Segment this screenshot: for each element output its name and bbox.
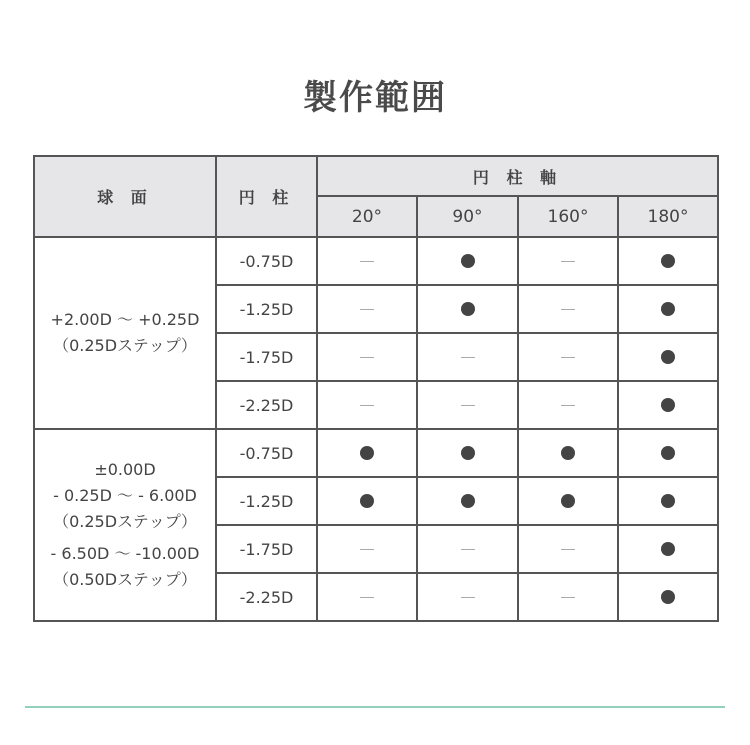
- sphere-range-line: - 0.25D ～ - 6.00D: [53, 486, 197, 505]
- axis-availability-cell: [618, 429, 718, 477]
- axis-availability-cell: [518, 525, 618, 573]
- axis-availability-cell: [317, 573, 417, 621]
- cylinder-value: -1.75D: [216, 333, 317, 381]
- axis-availability-cell: [317, 333, 417, 381]
- unavailable-dash-icon: [461, 549, 475, 550]
- axis-availability-cell: [317, 477, 417, 525]
- axis-availability-cell: [317, 429, 417, 477]
- unavailable-dash-icon: [360, 309, 374, 310]
- sphere-range-line: - 6.50D ～ -10.00D: [50, 544, 200, 563]
- available-dot-icon: [461, 254, 475, 268]
- axis-availability-cell: [618, 525, 718, 573]
- axis-availability-cell: [417, 429, 518, 477]
- available-dot-icon: [661, 494, 675, 508]
- header-sphere: 球 面: [34, 156, 216, 237]
- axis-availability-cell: [518, 285, 618, 333]
- cylinder-value: -1.25D: [216, 477, 317, 525]
- axis-availability-cell: [417, 477, 518, 525]
- page-title: 製作範囲: [303, 78, 447, 118]
- available-dot-icon: [661, 542, 675, 556]
- axis-availability-cell: [417, 525, 518, 573]
- divider-rule: [25, 706, 725, 708]
- available-dot-icon: [360, 494, 374, 508]
- unavailable-dash-icon: [561, 405, 575, 406]
- axis-availability-cell: [417, 573, 518, 621]
- sphere-range-line: ±0.00D: [94, 460, 156, 479]
- axis-availability-cell: [317, 381, 417, 429]
- unavailable-dash-icon: [461, 357, 475, 358]
- sphere-range-line: （0.25Dステップ）: [53, 512, 197, 531]
- sphere-range-line: （0.25Dステップ）: [53, 336, 197, 355]
- axis-availability-cell: [417, 285, 518, 333]
- production-range-table: [33, 155, 719, 622]
- available-dot-icon: [661, 446, 675, 460]
- available-dot-icon: [461, 446, 475, 460]
- available-dot-icon: [561, 446, 575, 460]
- header-axis-180: 180°: [618, 196, 718, 237]
- sphere-range-cell: [34, 429, 216, 621]
- axis-availability-cell: [518, 237, 618, 285]
- axis-availability-cell: [417, 237, 518, 285]
- available-dot-icon: [561, 494, 575, 508]
- axis-availability-cell: [518, 573, 618, 621]
- axis-availability-cell: [518, 429, 618, 477]
- axis-availability-cell: [618, 381, 718, 429]
- cylinder-value: -1.75D: [216, 525, 317, 573]
- table-row: [34, 429, 718, 477]
- unavailable-dash-icon: [561, 549, 575, 550]
- sphere-range-line: +2.00D ～ +0.25D: [50, 310, 200, 329]
- cylinder-value: -1.25D: [216, 285, 317, 333]
- available-dot-icon: [661, 590, 675, 604]
- available-dot-icon: [461, 302, 475, 316]
- axis-availability-cell: [317, 285, 417, 333]
- sphere-range-cell: [34, 237, 216, 429]
- axis-availability-cell: [618, 333, 718, 381]
- cylinder-value: -2.25D: [216, 573, 317, 621]
- unavailable-dash-icon: [561, 261, 575, 262]
- axis-availability-cell: [317, 237, 417, 285]
- axis-availability-cell: [417, 381, 518, 429]
- table-row: [34, 237, 718, 285]
- available-dot-icon: [661, 254, 675, 268]
- axis-availability-cell: [618, 237, 718, 285]
- unavailable-dash-icon: [360, 357, 374, 358]
- unavailable-dash-icon: [461, 597, 475, 598]
- unavailable-dash-icon: [461, 405, 475, 406]
- unavailable-dash-icon: [561, 309, 575, 310]
- axis-availability-cell: [618, 285, 718, 333]
- unavailable-dash-icon: [360, 405, 374, 406]
- unavailable-dash-icon: [360, 549, 374, 550]
- axis-availability-cell: [518, 477, 618, 525]
- cylinder-value: -2.25D: [216, 381, 317, 429]
- axis-availability-cell: [317, 525, 417, 573]
- header-axis: 円 柱 軸: [317, 156, 718, 196]
- header-axis-160: 160°: [518, 196, 618, 237]
- unavailable-dash-icon: [561, 357, 575, 358]
- cylinder-value: -0.75D: [216, 237, 317, 285]
- header-cylinder: 円 柱: [216, 156, 317, 237]
- available-dot-icon: [360, 446, 374, 460]
- axis-availability-cell: [618, 573, 718, 621]
- axis-availability-cell: [518, 333, 618, 381]
- header-axis-90: 90°: [417, 196, 518, 237]
- available-dot-icon: [661, 350, 675, 364]
- axis-availability-cell: [618, 477, 718, 525]
- unavailable-dash-icon: [360, 261, 374, 262]
- axis-availability-cell: [518, 381, 618, 429]
- available-dot-icon: [461, 494, 475, 508]
- unavailable-dash-icon: [360, 597, 374, 598]
- unavailable-dash-icon: [561, 597, 575, 598]
- available-dot-icon: [661, 398, 675, 412]
- sphere-range-line: （0.50Dステップ）: [53, 570, 197, 589]
- header-axis-20: 20°: [317, 196, 417, 237]
- cylinder-value: -0.75D: [216, 429, 317, 477]
- available-dot-icon: [661, 302, 675, 316]
- axis-availability-cell: [417, 333, 518, 381]
